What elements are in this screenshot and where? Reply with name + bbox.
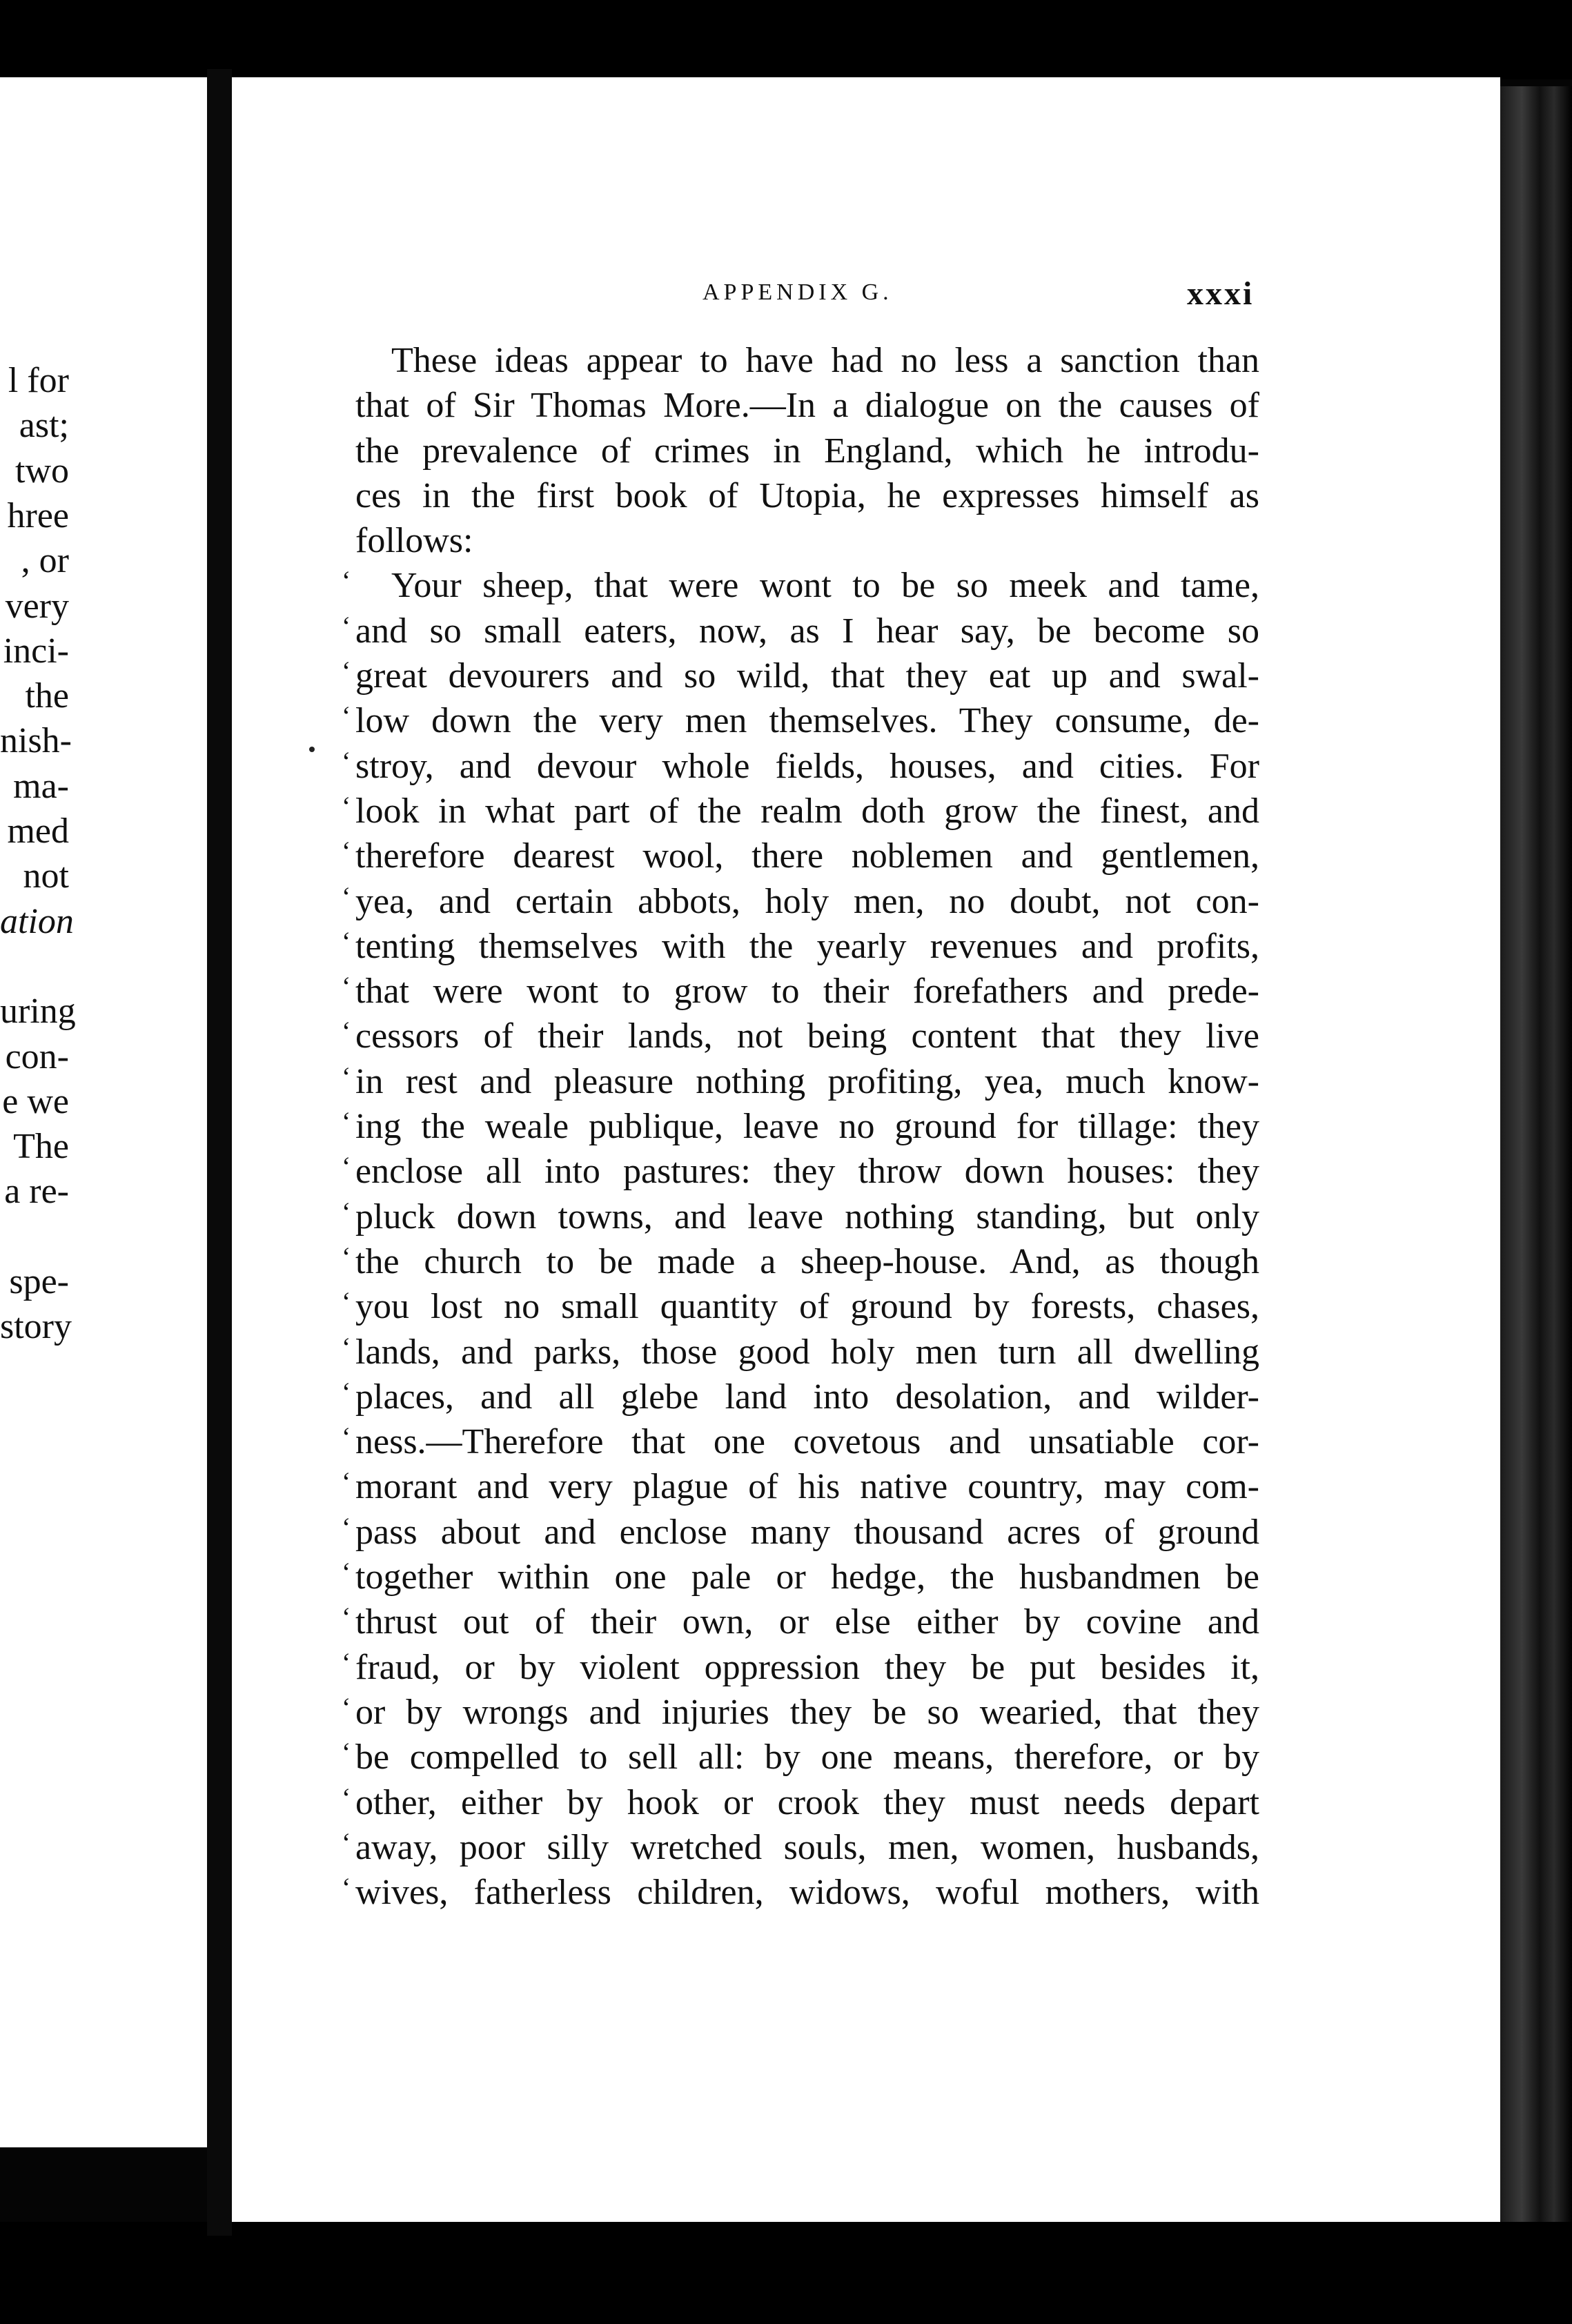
text-line xyxy=(342,969,1259,1014)
text-line xyxy=(342,1149,1259,1194)
quote-mark: ‘ xyxy=(342,1241,351,1272)
left-page-line: story xyxy=(0,1307,72,1347)
line-text: follows: xyxy=(355,521,473,561)
line-text: morant and very plague of his native country, may com- xyxy=(355,1467,1259,1507)
text-line xyxy=(342,1059,1259,1104)
text-line xyxy=(342,609,1259,653)
left-page-line: , or xyxy=(21,541,69,581)
quote-mark: ‘ xyxy=(342,1376,351,1408)
quote-mark: ‘ xyxy=(342,1016,351,1047)
line-text: Your sheep, that were wont to be so meek and tame, xyxy=(391,566,1259,606)
left-page-line: nish- xyxy=(0,721,72,761)
text-line xyxy=(355,338,1259,383)
line-text: ing the weale publique, leave no ground for tillage: they xyxy=(355,1107,1259,1147)
text-line xyxy=(342,789,1259,834)
line-text: enclose all into pastures: they throw down houses: they xyxy=(355,1152,1259,1192)
left-page-line: inci- xyxy=(3,631,69,671)
quote-mark: ‘ xyxy=(342,880,351,912)
text-line xyxy=(342,1690,1259,1735)
quote-mark: ‘ xyxy=(342,1331,351,1363)
page-edge-shadow xyxy=(1500,86,1572,2222)
quote-mark: ‘ xyxy=(342,1151,351,1183)
text-line xyxy=(342,1014,1259,1058)
text-line xyxy=(342,1645,1259,1690)
left-page-line: med xyxy=(7,811,69,851)
line-text: fraud, or by violent oppression they be put besides it, xyxy=(355,1647,1259,1687)
left-page-line: ma- xyxy=(13,766,69,806)
line-text: that of Sir Thomas More.—In a dialogue on the causes of xyxy=(355,386,1259,426)
left-page-line: the xyxy=(25,676,69,716)
quote-mark: ‘ xyxy=(342,565,351,597)
line-text: yea, and certain abbots, holy men, no doubt, not con- xyxy=(355,881,1259,921)
line-text: wives, fatherless children, widows, woful mothers, with xyxy=(355,1873,1259,1913)
quote-mark: ‘ xyxy=(342,1557,351,1588)
left-page-line: The xyxy=(13,1127,69,1167)
text-line xyxy=(342,1419,1259,1464)
running-title: APPENDIX G. xyxy=(703,279,893,305)
page-number: xxxi xyxy=(1187,275,1255,312)
text-line xyxy=(342,1510,1259,1555)
text-line xyxy=(355,429,1259,473)
left-page-line: uring xyxy=(0,992,76,1032)
line-text: therefore dearest wool, there noblemen and gentlemen, xyxy=(355,836,1259,876)
quote-mark: ‘ xyxy=(342,1872,351,1904)
left-page-line: hree xyxy=(7,495,69,535)
quote-mark: ‘ xyxy=(342,610,351,642)
quote-mark: ‘ xyxy=(342,745,351,777)
line-text: look in what part of the realm doth grow the finest, and xyxy=(355,791,1259,831)
text-line xyxy=(342,924,1259,969)
line-text: ces in the first book of Utopia, he expresses himself as xyxy=(355,475,1259,515)
text-line xyxy=(342,653,1259,698)
quote-mark: ‘ xyxy=(342,1196,351,1228)
line-text: These ideas appear to have had no less a sanction than xyxy=(391,341,1259,380)
line-text: cessors of their lands, not being content that they live xyxy=(355,1016,1259,1056)
line-text: stroy, and devour whole fields, houses, and cities. For xyxy=(355,746,1259,786)
line-text: or by wrongs and injuries they be so wearied, that they xyxy=(355,1692,1259,1732)
quote-mark: ‘ xyxy=(342,1061,351,1092)
left-page-line: not xyxy=(23,856,69,896)
line-text: ness.—Therefore that one covetous and unsatiable cor- xyxy=(355,1422,1259,1462)
text-line xyxy=(342,1104,1259,1149)
quote-mark: ‘ xyxy=(342,1286,351,1318)
quote-mark: ‘ xyxy=(342,836,351,867)
text-line xyxy=(342,1375,1259,1419)
line-text: low down the very men themselves. They consume, de- xyxy=(355,701,1259,741)
left-page-line: ation xyxy=(0,901,74,941)
quote-mark: ‘ xyxy=(342,1602,351,1633)
left-page-line: e we xyxy=(2,1081,69,1121)
scan-bottom-border xyxy=(0,2222,1572,2324)
left-page-line: l for xyxy=(8,361,69,400)
line-text: together within one pale or hedge, the husbandmen be xyxy=(355,1557,1259,1597)
quote-mark: ‘ xyxy=(342,1106,351,1138)
text-line xyxy=(342,698,1259,743)
text-line xyxy=(342,1464,1259,1509)
text-line xyxy=(355,383,1259,428)
quote-mark: ‘ xyxy=(342,1691,351,1723)
quote-mark: ‘ xyxy=(342,1826,351,1858)
left-page-line: a re- xyxy=(4,1172,69,1212)
quote-mark: ‘ xyxy=(342,1646,351,1678)
line-text: you lost no small quantity of ground by forests, chases, xyxy=(355,1287,1259,1327)
text-line xyxy=(342,1330,1259,1375)
line-text: the church to be made a sheep-house. And, as though xyxy=(355,1241,1259,1281)
left-page xyxy=(0,77,207,2147)
text-line xyxy=(342,1735,1259,1780)
line-text: away, poor silly wretched souls, men, women, husbands, xyxy=(355,1827,1259,1867)
left-page-line: spe- xyxy=(9,1262,69,1301)
line-text: pass about and enclose many thousand acres of ground xyxy=(355,1512,1259,1552)
book-gutter xyxy=(207,69,232,2236)
text-line xyxy=(342,1284,1259,1329)
quote-mark: ‘ xyxy=(342,1421,351,1453)
text-line xyxy=(342,744,1259,789)
line-text: in rest and pleasure nothing profiting, yea, much know- xyxy=(355,1061,1259,1101)
left-page-line: two xyxy=(15,451,69,491)
quote-mark: ‘ xyxy=(342,1511,351,1543)
line-text: places, and all glebe land into desolation, and wilder- xyxy=(355,1377,1259,1417)
line-text: pluck down towns, and leave nothing standing, but only xyxy=(355,1197,1259,1237)
quote-mark: ‘ xyxy=(342,1466,351,1498)
body-text xyxy=(342,338,1259,1915)
left-page-line: con- xyxy=(5,1036,69,1076)
quote-mark: ‘ xyxy=(342,700,351,732)
quote-mark: ‘ xyxy=(342,925,351,957)
quote-mark: ‘ xyxy=(342,1782,351,1813)
text-line xyxy=(342,1780,1259,1825)
text-line xyxy=(342,834,1259,878)
line-text: great devourers and so wild, that they eat up and swal- xyxy=(355,656,1259,696)
line-text: that were wont to grow to their forefathers and prede- xyxy=(355,972,1259,1012)
ink-speck xyxy=(309,747,315,752)
line-text: thrust out of their own, or else either by covine and xyxy=(355,1602,1259,1642)
line-text: tenting themselves with the yearly revenues and profits, xyxy=(355,926,1259,966)
text-line xyxy=(342,1555,1259,1599)
line-text: and so small eaters, now, as I hear say, be become so xyxy=(355,611,1259,651)
quote-mark: ‘ xyxy=(342,971,351,1003)
text-line xyxy=(342,1599,1259,1644)
line-text: be compelled to sell all: by one means, therefore, or by xyxy=(355,1737,1259,1778)
line-text: lands, and parks, those good holy men turn all dwelling xyxy=(355,1332,1259,1372)
left-page-line: very xyxy=(5,586,69,626)
text-line xyxy=(342,879,1259,924)
text-line xyxy=(342,1194,1259,1239)
text-line xyxy=(355,473,1259,518)
left-page-line: ast; xyxy=(19,406,69,446)
quote-mark: ‘ xyxy=(342,1737,351,1769)
text-line xyxy=(342,1870,1259,1915)
quote-mark: ‘ xyxy=(342,656,351,687)
line-text: other, either by hook or crook they must needs depart xyxy=(355,1782,1259,1822)
text-line xyxy=(342,1239,1259,1284)
line-text: the prevalence of crimes in England, which he introdu- xyxy=(355,431,1259,471)
quote-mark: ‘ xyxy=(342,790,351,822)
text-line xyxy=(342,1825,1259,1870)
scan-top-border xyxy=(0,0,1572,79)
text-line xyxy=(342,563,1259,608)
text-line xyxy=(355,518,1259,563)
